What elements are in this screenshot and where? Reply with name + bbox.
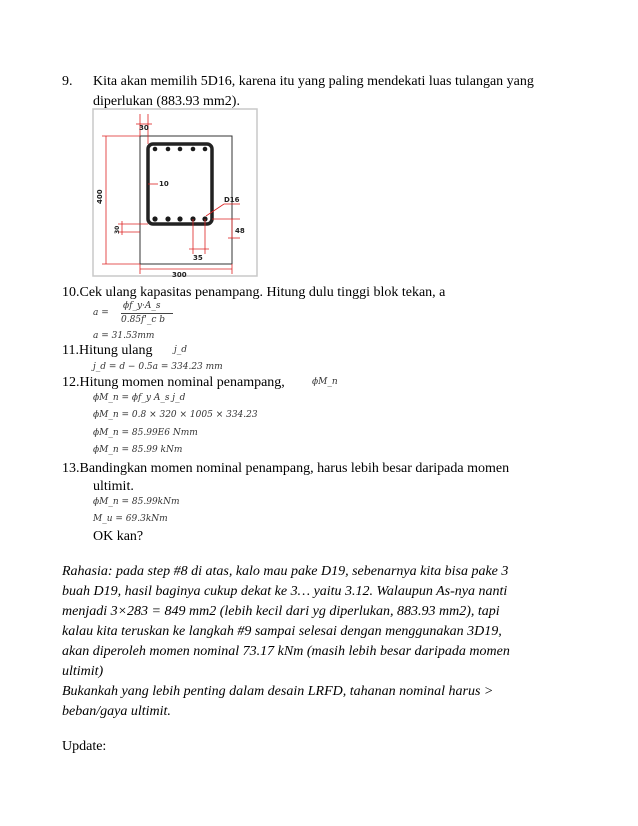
step-13-ok: OK kan? [93,529,144,544]
dim-left-bottom-label: 30 [114,225,121,234]
fraction-bar [121,313,173,314]
step-13-line1: 13.Bandingkan momen nominal penampang, harus lebih besar daripada momen [62,461,510,476]
step-9-line2: diperlukan (883.93 mm2). [93,94,240,109]
bar-label: D16 [224,196,240,204]
dim-inner-label: 10 [159,180,169,188]
dim-top-label: 30 [139,124,149,132]
beam-outline [140,136,232,264]
secret-line-1: Rahasia: pada step #8 di atas, kalo mau pake D19, sebenarnya kita bisa pake 3 [62,564,509,579]
dim-right-bottom-label: 48 [235,227,245,235]
step-12-eq2: ϕM_n = 0.8 × 320 × 1005 × 334.23 [93,410,258,420]
cross-section-diagram [92,108,262,280]
step-9-line1: Kita akan memilih 5D16, karena itu yang paling mendekati luas tulangan yang [93,74,534,89]
step-10-fraction [93,301,183,329]
step-10-line: 10.Cek ulang kapasitas penampang. Hitung dulu tinggi blok tekan, a [62,285,446,300]
step-11-line: 11.Hitung ulang [62,343,153,358]
step-12-eq3: ϕM_n = 85.99E6 Nmm [93,428,198,438]
step-11-eq1: j_d = d − 0.5a = 334.23 mm [93,362,223,372]
update-heading: Update: [62,739,107,754]
fraction-numerator: ϕf_y·A_s [123,301,161,311]
step-13-line2: ultimit. [93,479,134,494]
secret-line-2: buah D19, hasil baginya cukup dekat ke 3… yaitu 3.12. Walaupun As-nya nanti [62,584,508,599]
step-12-eq1: ϕM_n = ϕf_y A_s j_d [93,393,186,403]
step-12-line: 12.Hitung momen nominal penampang, [62,375,285,390]
dim-bottom-inner-label: 35 [193,254,203,262]
step-10-result: a = 31.53mm [93,331,155,341]
dim-height-label: 400 [96,189,104,204]
step-13-eq2: M_u = 69.3kNm [93,514,168,524]
step-9-number: 9. [62,74,73,89]
step-12-symbol: ϕM_n [312,377,338,387]
step-11-symbol: j_d [174,345,188,355]
secret-line-4: kalau kita teruskan ke langkah #9 sampai selesai dengan menggunakan 3D19, [62,624,502,639]
secret-line-3: menjadi 3×283 = 849 mm2 (lebih kecil dari yg diperlukan, 883.93 mm2), tapi [62,604,500,619]
secret-line-7: Bukankah yang lebih penting dalam desain LRFD, tahanan nominal harus > [62,684,494,699]
secret-line-5: akan diperoleh momen nominal 73.17 kNm (masih lebih besar daripada momen [62,644,510,659]
fraction-lhs: a = [93,308,109,318]
step-12-eq4: ϕM_n = 85.99 kNm [93,445,183,455]
dim-width-label: 300 [172,271,187,279]
step-13-eq1: ϕM_n = 85.99kNm [93,497,180,507]
top-bars [153,147,208,152]
secret-line-6: ultimit) [62,664,104,679]
secret-line-8: beban/gaya ultimit. [62,704,171,719]
fraction-denominator: 0.85f'_c b [121,315,166,325]
bottom-bars [152,216,207,221]
